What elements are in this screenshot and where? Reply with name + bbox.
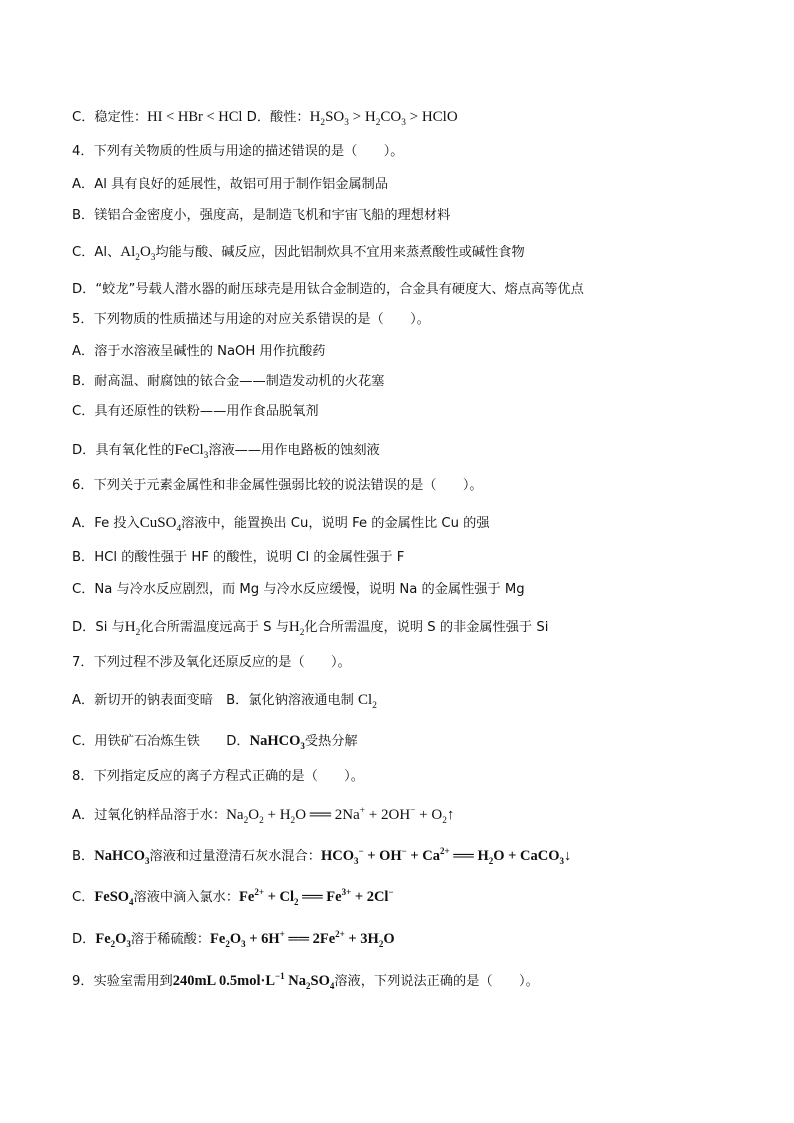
text-segment: B．耐高温、耐腐蚀的铱合金——制造发动机的火花塞 (72, 374, 385, 389)
text-segment: 溶液中，能置换出 Cu，说明 Fe 的金属性比 Cu 的强 (181, 516, 490, 531)
q8-stem (72, 768, 754, 786)
formula: HI < HBr < HCl (147, 109, 243, 125)
text-segment: C．稳定性： (72, 110, 148, 125)
text-segment: D．具有氧化性的 (72, 443, 175, 458)
formula: $Al_2O_3$ (120, 244, 156, 263)
q8-option-b (72, 847, 754, 866)
q6-stem (72, 477, 754, 495)
text-segment: C．Al、 (72, 245, 121, 260)
q5-option-b (72, 373, 754, 391)
q7-stem (72, 654, 754, 672)
q5-stem (72, 311, 754, 329)
text-segment: C．用铁矿石冶炼生铁 D． (72, 734, 250, 749)
text-segment: A．Fe 投入 (72, 516, 140, 531)
text-segment: D．Si 与 (72, 620, 125, 635)
text-segment: 均能与酸、碱反应，因此铝制炊具不宜用来蒸煮酸性或碱性食物 (155, 245, 525, 260)
text-segment: 4．下列有关物质的性质与用途的描述错误的是（ ）。 (72, 144, 404, 159)
text-segment: 溶液，下列说法正确的是（ ）。 (334, 974, 539, 989)
text-segment: 化合所需温度远高于 S 与 (140, 620, 289, 635)
formula: $Na_2O_2 + H_2O$ ══ $2Na^+ + 2OH^- + O_2↑$ (226, 806, 455, 826)
formula: $HCO_3^- + OH^- + Ca^{2+}$ ══ $H_2O$ + CaCO$_3$↓ (320, 846, 572, 866)
text-segment: 7．下列过程不涉及氧化还原反应的是（ ）。 (72, 655, 351, 670)
q5-option-d (72, 441, 754, 460)
q8-option-a (72, 806, 754, 825)
text-segment: 溶液中滴入氯水： (133, 890, 240, 905)
text-segment: 溶液——用作电路板的蚀刻液 (208, 443, 380, 458)
text-segment: A．新切开的钠表面变暗 B．氯化钠溶液通电制 (72, 693, 359, 708)
q6-option-c (72, 581, 754, 599)
text-segment: 溶于稀硫酸： (130, 932, 211, 947)
formula: $Fe_2O_3$ (95, 931, 131, 949)
q5-option-a (72, 343, 754, 361)
text-segment: 9．实验室需用到 (72, 974, 173, 989)
q7-option-a-b (72, 691, 754, 710)
formula: FeCl$_3$ (174, 442, 209, 461)
q6-option-b (72, 549, 754, 567)
text-segment: A．溶于水溶液呈碱性的 NaOH 用作抗酸药 (72, 344, 326, 359)
text-segment: C． (72, 890, 95, 905)
formula: $H_2$ (288, 619, 305, 638)
text-segment: A．过氧化钠样品溶于水： (72, 808, 227, 823)
text-segment: B．镁铝合金密度小，强度高，是制造飞机和宇宙飞船的理想材料 (72, 208, 451, 223)
text-segment: C．Na 与冷水反应剧烈，而 Mg 与冷水反应缓慢，说明 Na 的金属性强于 Mg (72, 582, 525, 597)
text-segment: 化合所需温度，说明 S 的非金属性强于 Si (304, 620, 549, 635)
q8-option-d (72, 930, 754, 949)
text-segment: D． (72, 932, 96, 947)
text-segment: C．具有还原性的铁粉——用作食品脱氧剂 (72, 404, 319, 419)
formula: CuSO$_4$ (139, 515, 182, 534)
text-segment: 溶液和过量澄清石灰水混合： (149, 849, 321, 864)
q8-option-c (72, 888, 754, 907)
q4-stem (72, 143, 754, 161)
q4-option-b (72, 207, 754, 225)
formula: $Fe^{2+} + Cl_2$ ══ $Fe^{3+} + 2Cl^-$ (239, 887, 394, 907)
text-segment: 5．下列物质的性质描述与用途的对应关系错误的是（ ）。 (72, 312, 430, 327)
q6-option-a (72, 514, 754, 533)
formula: $H_2$ (124, 619, 141, 638)
q6-option-d (72, 618, 754, 637)
q4-option-c (72, 243, 754, 262)
text-segment: 8．下列指定反应的离子方程式正确的是（ ）。 (72, 769, 364, 784)
formula: $H_2SO_3 > H_2CO_3$ > HClO (309, 109, 458, 128)
q3-option-c-d (72, 108, 754, 127)
text-segment: D．酸性： (242, 110, 310, 125)
text-segment: 受热分解 (304, 734, 358, 749)
text-segment: A．Al 具有良好的延展性，故铝可用于制作铝金属制品 (72, 177, 389, 192)
text-segment: B． (72, 849, 95, 864)
formula: $Cl_2$ (358, 692, 377, 711)
text-segment: B．HCl 的酸性强于 HF 的酸性，说明 Cl 的金属性强于 F (72, 550, 405, 565)
text-segment: 6．下列关于元素金属性和非金属性强弱比较的说法错误的是（ ）。 (72, 478, 483, 493)
formula: $Fe_2O_3 + 6H^+$ ══ $2Fe^{2+} + 3H_2O$ (210, 929, 395, 949)
formula: NaHCO$_3$ (94, 848, 150, 866)
q7-option-c-d (72, 732, 754, 751)
q4-option-d (72, 281, 754, 299)
q9-stem (72, 972, 754, 991)
q4-option-a (72, 176, 754, 194)
q5-option-c (72, 403, 754, 421)
formula: NaHCO$_3$ (249, 733, 305, 751)
formula: 240mL $0.5mol\cdot L^{-1}$ $Na_2SO_4$ (172, 971, 335, 991)
text-segment: D．“蛟龙”号载人潜水器的耐压球壳是用钛合金制造的，合金具有硬度大、熔点高等优点 (72, 282, 584, 297)
formula: FeSO$_4$ (94, 889, 134, 907)
